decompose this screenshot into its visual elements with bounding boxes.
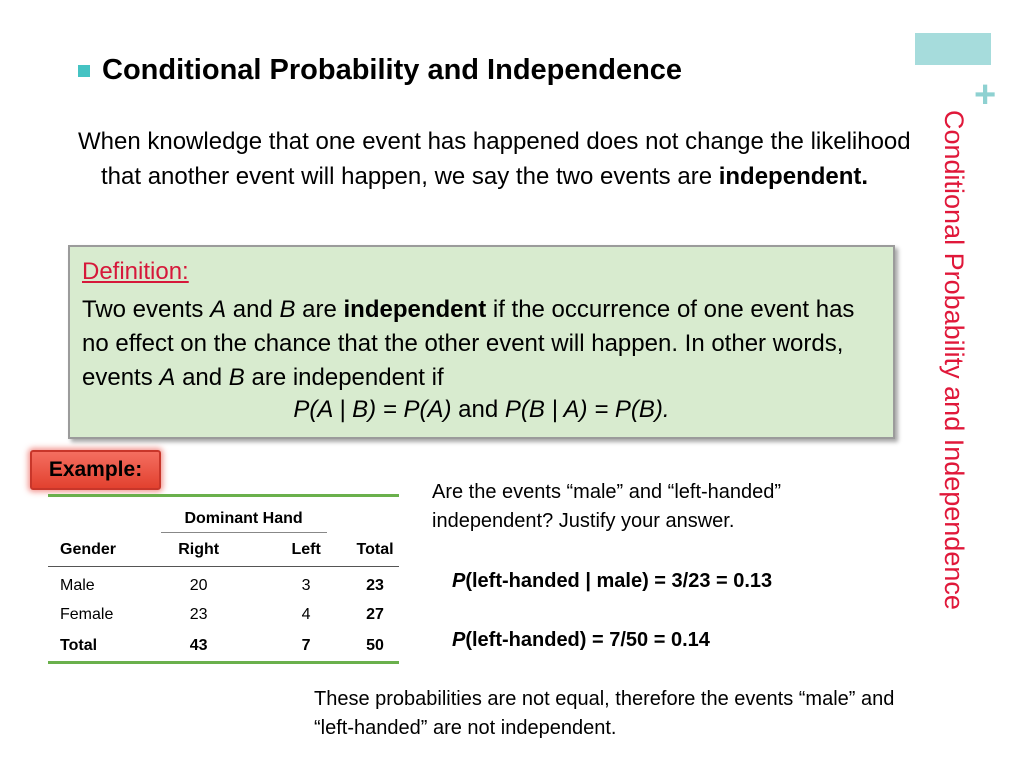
question-text: Are the events “male” and “left-handed” independent? Justify your answer. xyxy=(432,481,782,532)
def-text: and xyxy=(226,296,280,323)
conclusion-text: These probabilities are not equal, therefore the events “male” and “left-handed” are not independent. xyxy=(314,688,895,739)
probability-left-handed xyxy=(452,629,710,652)
dominant-hand-table xyxy=(48,494,399,664)
def-var: B xyxy=(228,364,245,391)
table-row xyxy=(48,599,399,631)
table-cell: 3 xyxy=(301,576,311,594)
def-var: B xyxy=(279,296,296,323)
def-text: and xyxy=(175,364,229,391)
plus-icon: + xyxy=(974,74,997,116)
column-header: Gender xyxy=(48,533,136,567)
intro-bold: independent. xyxy=(718,163,869,190)
table-cell: 50 xyxy=(366,636,384,654)
def-bold: independent xyxy=(343,296,487,323)
def-text: Two events xyxy=(82,296,211,323)
formula-2: P(B | A) = P(B). xyxy=(504,396,670,423)
side-title: Conditional Probability and Independence xyxy=(939,110,969,610)
table-cell: Total xyxy=(60,636,98,654)
column-header: Right xyxy=(136,533,261,567)
def-text: if the occurrence of one event has no effect on the chance that the other event will happen. In other words, events xyxy=(82,296,855,391)
table-row xyxy=(48,631,399,663)
prob-expression: (left-handed) = 7/50 = 0.14 xyxy=(465,629,710,651)
column-header: Left xyxy=(261,533,351,567)
definition-box xyxy=(68,245,895,439)
formula-and: and xyxy=(451,396,505,423)
table-cell: 23 xyxy=(189,605,208,623)
table-cell: 27 xyxy=(366,605,384,623)
table-cell: 4 xyxy=(301,605,311,623)
intro-text: When knowledge that one event has happened does not change the likelihood that another event will happen, we say the two events are xyxy=(78,128,911,190)
title-row xyxy=(78,54,682,87)
table-cell: 20 xyxy=(189,576,208,594)
formula-1: P(A | B) = P(A) xyxy=(293,396,452,423)
prob-p: P xyxy=(452,570,466,592)
prob-expression: (left-handed | male) = 3/23 = 0.13 xyxy=(465,570,773,592)
intro-paragraph xyxy=(78,124,921,194)
definition-heading: Definition: xyxy=(82,258,189,285)
probability-left-given-male xyxy=(452,570,772,593)
def-var: A xyxy=(210,296,227,323)
column-header: Total xyxy=(351,533,399,567)
table-cell: 43 xyxy=(189,636,208,654)
slide-title: Conditional Probability and Independence xyxy=(102,54,683,86)
definition-formula xyxy=(82,395,881,425)
decorative-teal-block xyxy=(915,33,991,65)
table-cell: 7 xyxy=(301,636,311,654)
def-text: are independent if xyxy=(244,364,444,391)
table-header-row xyxy=(48,533,399,567)
example-button[interactable]: Example: xyxy=(30,450,161,490)
table-row xyxy=(48,567,399,599)
def-text: are xyxy=(295,296,344,323)
definition-body xyxy=(82,293,881,395)
square-bullet-icon xyxy=(78,65,90,77)
prob-p: P xyxy=(452,629,466,651)
table-cell: Female xyxy=(60,605,114,623)
group-header: Dominant Hand xyxy=(136,496,351,534)
table-cell: Male xyxy=(60,576,95,594)
def-var: A xyxy=(159,364,176,391)
table-cell: 23 xyxy=(366,576,384,594)
